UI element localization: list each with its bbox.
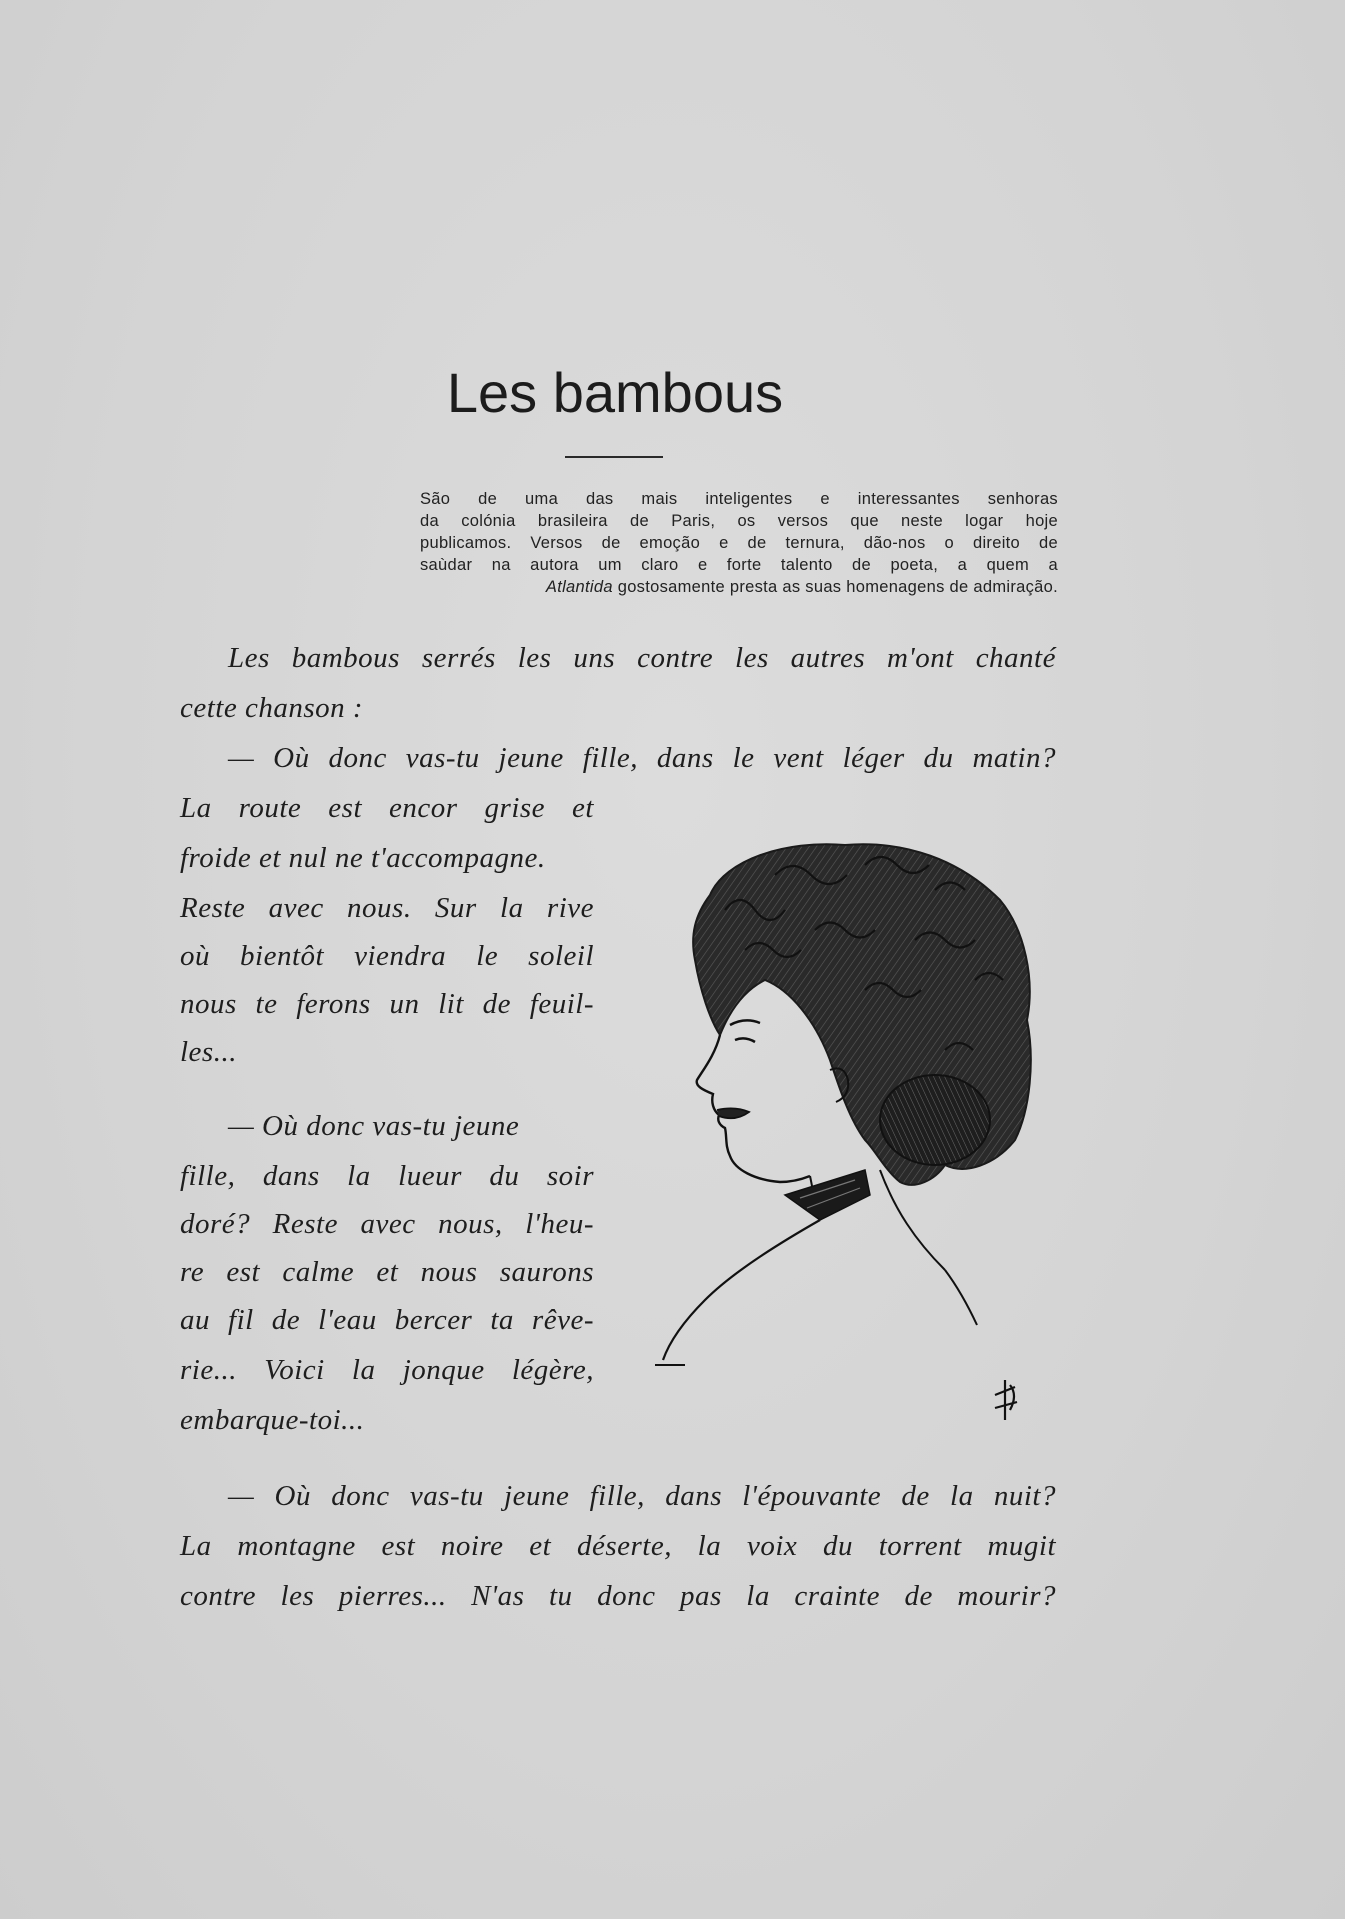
poem-line: Les bambous serrés les uns contre les autres m'ont chanté [228,642,1056,674]
poem-line: froide et nul ne t'accompagne. [180,842,546,874]
poem-line: cette chanson : [180,692,364,724]
poem-line: fille, dans la lueur du soir [180,1160,594,1192]
poem-line: La montagne est noire et déserte, la voix du torrent mugit [180,1530,1056,1562]
intro-magazine-name: Atlantida [545,578,613,596]
poem-line: les... [180,1036,237,1068]
poem-line: où bientôt viendra le soleil [180,940,594,972]
page-title: Les bambous [446,361,784,424]
poem-line: — Où donc vas-tu jeune fille, dans l'épouvante de la nuit? [228,1480,1056,1512]
intro-line: publicamos. Versos de emoção e de ternura, dão-nos o direito de [420,534,1058,552]
portrait-illustration [615,820,1065,1420]
intro-line-rest: gostosamente presta as suas homenagens de admiração. [612,578,1058,596]
intro-line: São de uma das mais inteligentes e interessantes senhoras [420,490,1058,508]
poem-line: re est calme et nous saurons [180,1256,594,1288]
portrait-hair-bun [880,1075,990,1165]
portrait-shoulder [663,1220,820,1360]
poem-line: contre les pierres... N'as tu donc pas la crainte de mourir? [180,1580,1056,1612]
portrait-eye [735,1038,755,1042]
artist-monogram [995,1380,1017,1420]
portrait-face-profile [697,1035,810,1182]
poem-line: La route est encor grise et [180,792,594,824]
poem-line: — Où donc vas-tu jeune [228,1110,520,1142]
poem-line: Reste avec nous. Sur la rive [180,892,594,924]
poem-line: au fil de l'eau bercer ta rêve- [180,1304,594,1336]
intro-line: saùdar na autora um claro e forte talento de poeta, a quem a [420,556,1058,574]
intro-line: da colónia brasileira de Paris, os versos que neste logar hoje [420,512,1058,530]
portrait-brow [730,1020,760,1025]
portrait-mouth [717,1108,749,1118]
poem-line: nous te ferons un lit de feuil- [180,988,594,1020]
poem-line: rie... Voici la jonque légère, [180,1354,594,1386]
poem-line: embarque-toi... [180,1404,365,1436]
poem-line: — Où donc vas-tu jeune fille, dans le vent léger du matin? [228,742,1056,774]
portrait-collar [785,1170,870,1220]
poem-line: doré? Reste avec nous, l'heu- [180,1208,594,1240]
